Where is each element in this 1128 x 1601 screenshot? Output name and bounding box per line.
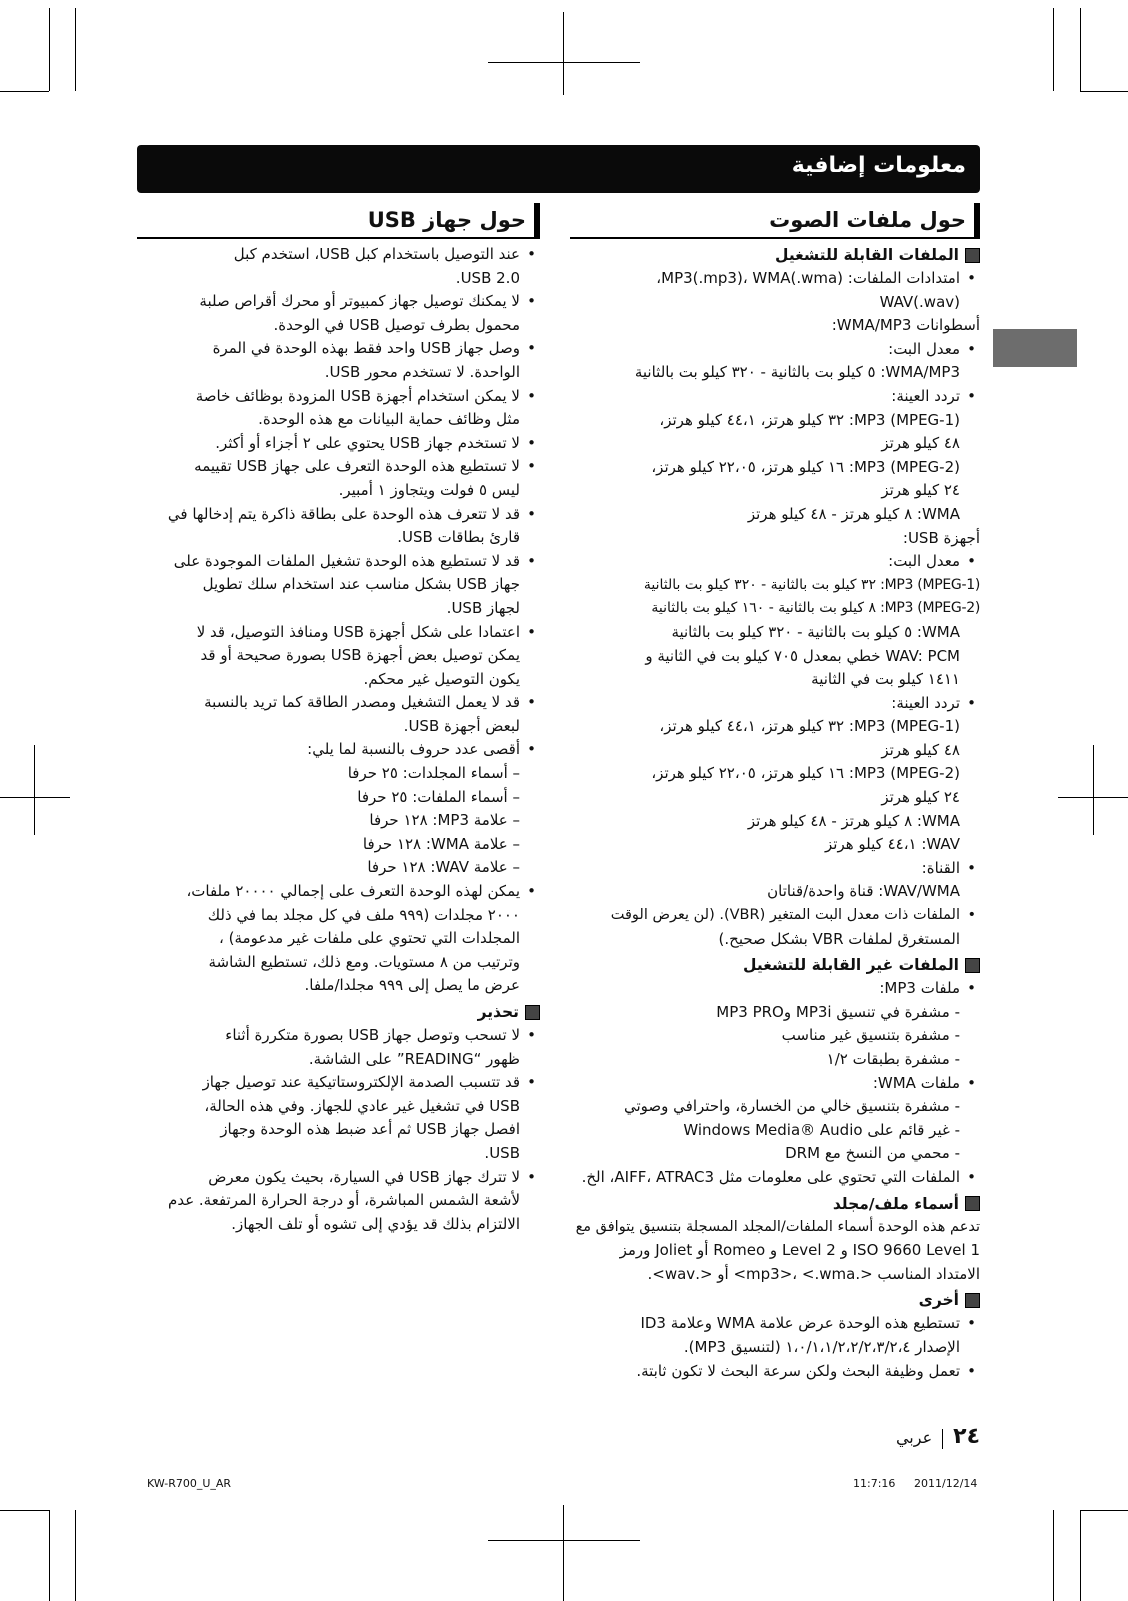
- page-number-block: [830, 1424, 980, 1449]
- text-line: • معدل البت:: [570, 338, 980, 362]
- text-line: • امتدادات الملفات: MP3(.mp3)، WMA(.wma)،: [570, 267, 980, 291]
- text-line: افصل جهاز USB ثم أعد ضبط هذه الوحدة وجهاز: [220, 1120, 520, 1139]
- text-line: وترتيب من ٨ مستويات. ومع ذلك، تستطيع الشاشة: [208, 952, 520, 971]
- text-line: MP3 (MPEG-1): ٣٢ كيلو بت بالثانية - ٣٢٠ كيلو بت بالثانية: [643, 576, 980, 593]
- footer-time: 11:7:16: [853, 1477, 896, 1490]
- text-line: WAV: PCM خطي بمعدل ٧٠٥ كيلو بت في الثانية و: [645, 646, 960, 665]
- registration-mark: [1058, 797, 1128, 798]
- chapter-tab: [993, 329, 1077, 367]
- text-line: MP3 (MPEG-2): ١٦ كيلو هرتز، ٢٢،٠٥ كيلو هرتز،: [651, 764, 960, 783]
- square-bullet-icon: [965, 1196, 980, 1211]
- file-folder-names-heading: أسماء ملف/مجلد: [570, 1192, 980, 1216]
- footer-date: 2011/12/14: [914, 1477, 978, 1490]
- square-bullet-icon: [525, 1005, 540, 1020]
- crop-mark: [1080, 91, 1128, 92]
- text-line: ليس ٥ فولت ويتجاوز ١ أمبير.: [338, 480, 520, 499]
- text-line: • ملفات WMA:: [570, 1072, 980, 1096]
- text-line: MP3 (MPEG-2): ١٦ كيلو هرتز، ٢٢،٠٥ كيلو هرتز،: [651, 457, 960, 476]
- text-line: عرض ما يصل إلى ٩٩٩ مجلدا/ملفا.: [304, 976, 520, 995]
- text-line: • قد لا تتعرف هذه الوحدة على بطاقة ذاكرة يتم إدخالها في: [137, 503, 540, 527]
- others-heading: أخرى: [570, 1288, 980, 1312]
- text-line: • القناة:: [570, 857, 980, 881]
- text-line: • لا يمكنك توصيل جهاز كمبيوتر أو محرك أقراص صلبة: [137, 290, 540, 314]
- usb-device-title: حول جهاز USB: [137, 203, 540, 239]
- text-line: WAV/WMA: قناة واحدة/قناتان: [767, 882, 960, 901]
- crop-mark: [49, 1510, 50, 1601]
- text-line: المستغرق لملفات VBR بشكل صحيح.): [718, 929, 960, 948]
- text-line: WMA/MP3: ٥ كيلو بت بالثانية - ٣٢٠ كيلو بت بالثانية: [634, 363, 960, 382]
- text-line: • أقصى عدد حروف بالنسبة لما يلي:: [137, 738, 540, 762]
- text-line: ٤٨ كيلو هرتز: [881, 434, 960, 453]
- text-line: ٢٤ كيلو هرتز: [881, 788, 960, 807]
- crop-mark: [1080, 1510, 1128, 1511]
- text-line: – أسماء الملفات: ٢٥ حرفا: [357, 787, 520, 806]
- crop-mark: [1080, 1510, 1081, 1601]
- text-line: ٤٨ كيلو هرتز: [881, 740, 960, 759]
- text-line: قارئ بطاقات USB.: [397, 528, 520, 547]
- text-line: • قد لا تستطيع هذه الوحدة تشغيل الملفات الموجودة على: [137, 550, 540, 574]
- section-header-bar: [137, 145, 980, 193]
- text-line: • عند التوصيل باستخدام كبل USB، استخدم كبل: [137, 243, 540, 267]
- usb-device-column: [137, 203, 540, 1236]
- crop-mark: [0, 1510, 49, 1511]
- text-line: أسطوانات WMA/MP3:: [831, 316, 980, 335]
- playable-files-heading: الملفات القابلة للتشغيل: [570, 243, 980, 267]
- registration-mark: [563, 1505, 564, 1601]
- registration-mark: [1093, 745, 1094, 835]
- crop-mark: [1080, 8, 1081, 91]
- text-line: WAV: ٤٤،١ كيلو هرتز: [825, 835, 960, 854]
- text-line: – علامة MP3: ١٢٨ حرفا: [369, 811, 520, 830]
- text-line: • تستطيع هذه الوحدة عرض علامة WMA وعلامة ID3: [570, 1312, 980, 1336]
- square-bullet-icon: [965, 958, 980, 973]
- text-line: • لا تسحب وتوصل جهاز USB بصورة متكررة أثناء: [137, 1024, 540, 1048]
- text-line: • تردد العينة:: [570, 692, 980, 716]
- crop-mark: [1053, 1510, 1054, 1601]
- text-line: لأشعة الشمس المباشرة، أو درجة الحرارة المرتفعة. عدم: [168, 1191, 520, 1210]
- crop-mark: [75, 1510, 76, 1601]
- text-line: لجهاز USB.: [446, 598, 520, 617]
- text-line: • قد لا يعمل التشغيل ومصدر الطاقة كما تريد بالنسبة: [137, 691, 540, 715]
- registration-mark: [34, 745, 35, 835]
- text-line: • لا تترك جهاز USB في السيارة، بحيث يكون معرض: [137, 1166, 540, 1190]
- text-line: - محمي من النسخ مع DRM: [785, 1144, 960, 1163]
- registration-mark: [488, 1540, 640, 1541]
- text-line: USB في تشغيل غير عادي للجهاز. وفي هذه الحالة،: [204, 1096, 520, 1115]
- text-line: MP3 (MPEG-2): ٨ كيلو بت بالثانية - ١٦٠ كيلو بت بالثانية: [651, 600, 980, 617]
- text-line: - مشفرة بتنسيق خالي من الخسارة، واحترافي وصوتي: [624, 1097, 960, 1116]
- unplayable-files-heading: الملفات غير القابلة للتشغيل: [570, 953, 980, 977]
- text-line: - مشفرة في تنسيق MP3i وMP3 PRO: [716, 1002, 960, 1021]
- text-line: • قد تتسبب الصدمة الإلكتروستاتيكية عند توصيل جهاز: [137, 1071, 540, 1095]
- crop-mark: [1053, 8, 1054, 91]
- text-line: • الملفات ذات معدل البت المتغير (VBR). (لن يعرض الوقت: [570, 904, 980, 928]
- text-line: - مشفرة بتنسيق غير مناسب: [781, 1026, 960, 1045]
- text-line: يمكن توصيل بعض أجهزة USB بصورة صحيحة أو قد: [200, 646, 520, 665]
- crop-mark: [0, 91, 49, 92]
- text-line: MP3 (MPEG-1): ٣٢ كيلو هرتز، ٤٤،١ كيلو هرتز،: [659, 717, 960, 736]
- text-line: الواحدة. لا تستخدم محور USB.: [324, 362, 520, 381]
- registration-mark: [488, 62, 640, 63]
- text-line: المجلدات التي تحتوي على ملفات غير مدعومة) ،: [219, 929, 520, 948]
- page-language: عربي: [895, 1428, 933, 1447]
- text-line: أجهزة USB:: [902, 528, 980, 547]
- registration-mark: [0, 797, 70, 798]
- text-line: الإصدار ١،٠/١،١/٢،٢/٢،٣/٢،٤ (لتنسيق MP3).: [683, 1337, 960, 1356]
- text-line: الالتزام بذلك قد يؤدي إلى تشوه أو تلف الجهاز.: [231, 1214, 520, 1233]
- text-line: – علامة WMA: ١٢٨ حرفا: [362, 834, 520, 853]
- text-line: WMA: ٨ كيلو هرتز - ٤٨ كيلو هرتز: [747, 811, 960, 830]
- text-line: مثل وظائف حماية البيانات مع هذه الوحدة.: [258, 410, 520, 429]
- caution-heading: تحذير: [137, 1000, 540, 1024]
- text-line: • اعتمادا على شكل أجهزة USB ومنافذ التوصيل، قد لا: [137, 621, 540, 645]
- page-number: ٢٤: [953, 1424, 980, 1449]
- crop-mark: [49, 8, 50, 91]
- text-line: يكون التوصيل غير محكم.: [363, 669, 520, 688]
- text-line: WAV(.wav): [879, 292, 960, 311]
- text-line: الامتداد المناسب <.mp3>، <.wma> أو <.wav>.: [647, 1264, 980, 1283]
- text-line: • لا تستطيع هذه الوحدة التعرف على جهاز USB تقييمه: [137, 455, 540, 479]
- text-line: – أسماء المجلدات: ٢٥ حرفا: [347, 764, 520, 783]
- text-line: - غير قائم على Windows Media® Audio: [683, 1120, 960, 1139]
- text-line: محمول بطرف توصيل USB في الوحدة.: [273, 315, 520, 334]
- text-line: MP3 (MPEG-1): ٣٢ كيلو هرتز، ٤٤،١ كيلو هرتز،: [659, 410, 960, 429]
- text-line: ١٤١١ كيلو بت في الثانية: [811, 670, 960, 689]
- text-line: • ملفات MP3:: [570, 977, 980, 1001]
- square-bullet-icon: [965, 248, 980, 263]
- text-line: WMA: ٨ كيلو هرتز - ٤٨ كيلو هرتز: [747, 504, 960, 523]
- text-line: • لا يمكن استخدام أجهزة USB المزودة بوظائف خاصة: [137, 385, 540, 409]
- text-line: ٢٠٠٠ مجلدات (٩٩٩ ملف في كل مجلد بما في ذلك: [207, 905, 520, 924]
- divider: [942, 1429, 943, 1449]
- text-line: • يمكن لهذه الوحدة التعرف على إجمالي ٢٠٠٠٠ ملفات،: [137, 880, 540, 904]
- text-line: تدعم هذه الوحدة أسماء الملفات/المجلد المسجلة بتنسيق يتوافق مع: [575, 1218, 980, 1235]
- audio-files-title: حول ملفات الصوت: [570, 203, 980, 239]
- audio-files-column: [570, 203, 980, 1383]
- text-line: • الملفات التي تحتوي على معلومات مثل AIFF، ATRAC3، الخ.: [570, 1166, 980, 1190]
- registration-mark: [563, 12, 564, 95]
- text-line: – علامة WAV: ١٢٨ حرفا: [367, 858, 520, 877]
- text-line: USB.: [484, 1143, 520, 1162]
- text-line: WMA: ٥ كيلو بت بالثانية - ٣٢٠ كيلو بت بالثانية: [671, 622, 960, 641]
- text-line: • معدل البت:: [570, 550, 980, 574]
- text-line: جهاز USB بشكل مناسب عند استخدام سلك تطويل: [202, 575, 520, 594]
- text-line: ISO 9660 Level 1 و Level 2 و Romeo أو Joliet ورمز: [619, 1241, 980, 1260]
- text-line: • وصل جهاز USB واحد فقط بهذه الوحدة في المرة: [137, 337, 540, 361]
- text-line: • لا تستخدم جهاز USB يحتوي على ٢ أجزاء أو أكثر.: [137, 432, 540, 456]
- text-line: ٢٤ كيلو هرتز: [881, 481, 960, 500]
- text-line: • تعمل وظيفة البحث ولكن سرعة البحث لا تكون ثابتة.: [570, 1360, 980, 1384]
- text-line: ظهور “READING” على الشاشة.: [308, 1049, 520, 1068]
- text-line: USB 2.0.: [455, 268, 520, 287]
- footer-model: KW-R700_U_AR: [147, 1477, 232, 1490]
- text-line: لبعض أجهزة USB.: [403, 716, 520, 735]
- section-header-title: معلومات إضافية: [791, 153, 966, 178]
- crop-mark: [75, 8, 76, 91]
- text-line: • تردد العينة:: [570, 385, 980, 409]
- text-line: - مشفرة بطبقات ١/٢: [826, 1050, 960, 1068]
- square-bullet-icon: [965, 1293, 980, 1308]
